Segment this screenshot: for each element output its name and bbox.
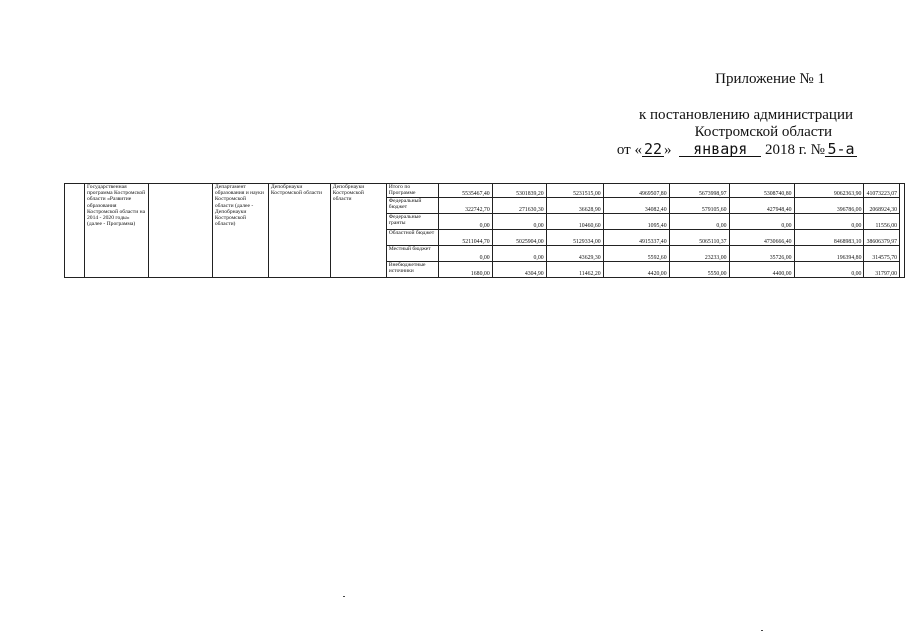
year-value-cell: 0,00 — [794, 214, 864, 230]
year-value-cell: 0,00 — [438, 214, 492, 230]
year-value-cell: 10460,60 — [546, 214, 603, 230]
year-value-cell: 579105,60 — [669, 198, 729, 214]
decree-number: 5-а — [825, 142, 857, 157]
year-value-cell: 9062363,90 — [794, 184, 864, 198]
funding-source-cell: Федеральный бюджет — [386, 198, 438, 214]
year-value-cell: 11462,20 — [546, 262, 603, 278]
year-value-cell: 4400,00 — [729, 262, 794, 278]
year-value-cell: 35726,00 — [729, 246, 794, 262]
date-year: 2018 г. № — [764, 142, 825, 158]
date-mid: » — [663, 142, 672, 158]
decree-line-1: к постановлению администрации — [638, 107, 853, 123]
funding-table — [64, 183, 905, 278]
year-value-cell: 34082,40 — [603, 198, 669, 214]
funding-source-cell: Итого по Программе — [386, 184, 438, 198]
year-value-cell: 427948,40 — [729, 198, 794, 214]
year-value-cell: 322742,70 — [438, 198, 492, 214]
year-value-cell: 4304,90 — [492, 262, 546, 278]
date-day: 22 — [643, 140, 662, 158]
appendix-title: Приложение № 1 — [715, 71, 825, 87]
year-value-cell: 0,00 — [729, 214, 794, 230]
decree-line-2: Костромской области — [694, 124, 832, 140]
year-value-cell: 0,00 — [669, 214, 729, 230]
year-value-cell: 5301839,20 — [492, 184, 546, 198]
year-value-cell: 5211044,70 — [438, 230, 492, 246]
year-value-cell: 1095,40 — [603, 214, 669, 230]
total-value-cell: 31797,00 — [864, 262, 900, 278]
year-value-cell: 4915337,40 — [603, 230, 669, 246]
year-value-cell: 5308740,80 — [729, 184, 794, 198]
co-executor-cell: Депобрнауки Костромской области — [268, 184, 330, 278]
year-value-cell: 1680,00 — [438, 262, 492, 278]
year-value-cell: 4969507,80 — [603, 184, 669, 198]
date-month: января — [679, 142, 761, 157]
executor-cell: Департамент образования и науки Костромской области (далее - Депобрнауки Костромской области) — [212, 184, 268, 278]
date-prefix: от « — [616, 142, 642, 158]
year-value-cell: 5673998,97 — [669, 184, 729, 198]
year-value-cell: 5550,00 — [669, 262, 729, 278]
year-value-cell: 8468983,10 — [794, 230, 864, 246]
scan-speck — [343, 596, 345, 597]
total-value-cell: 41073223,07 — [864, 184, 900, 198]
year-value-cell: 5025904,00 — [492, 230, 546, 246]
total-value-cell: 314575,70 — [864, 246, 900, 262]
year-value-cell: 0,00 — [492, 214, 546, 230]
table-row — [65, 184, 905, 198]
funding-source-cell: Федеральные гранты — [386, 214, 438, 230]
empty-cell — [65, 184, 85, 278]
year-value-cell: 0,00 — [438, 246, 492, 262]
empty-cell — [148, 184, 212, 278]
year-value-cell: 396786,00 — [794, 198, 864, 214]
participant-cell: Депобрнауки Костромской области — [330, 184, 386, 278]
year-value-cell: 0,00 — [492, 246, 546, 262]
funding-source-cell: Областной бюджет — [386, 230, 438, 246]
year-value-cell: 5065110,37 — [669, 230, 729, 246]
year-value-cell: 43629,30 — [546, 246, 603, 262]
year-value-cell: 4730666,40 — [729, 230, 794, 246]
year-value-cell: 5231515,00 — [546, 184, 603, 198]
year-value-cell: 0,00 — [794, 262, 864, 278]
year-value-cell: 5592,60 — [603, 246, 669, 262]
funding-source-cell: Внебюджетные источники — [386, 262, 438, 278]
total-value-cell: 38606379,97 — [864, 230, 900, 246]
year-value-cell: 5129334,00 — [546, 230, 603, 246]
total-value-cell: 11556,00 — [864, 214, 900, 230]
scan-speck — [761, 630, 763, 631]
year-value-cell: 271630,30 — [492, 198, 546, 214]
year-value-cell: 5535467,40 — [438, 184, 492, 198]
total-value-cell: 2068924,30 — [864, 198, 900, 214]
program-name-cell: Государственная программа Костромской области «Развитие образования Костромской области на 2014 - 2020 годы» (далее - Программа) — [84, 184, 148, 278]
year-value-cell: 23233,00 — [669, 246, 729, 262]
year-value-cell: 4420,00 — [603, 262, 669, 278]
decree-date-line — [617, 141, 857, 159]
year-value-cell: 36628,90 — [546, 198, 603, 214]
empty-cell — [900, 184, 905, 278]
funding-source-cell: Местный бюджет — [386, 246, 438, 262]
year-value-cell: 196394,80 — [794, 246, 864, 262]
